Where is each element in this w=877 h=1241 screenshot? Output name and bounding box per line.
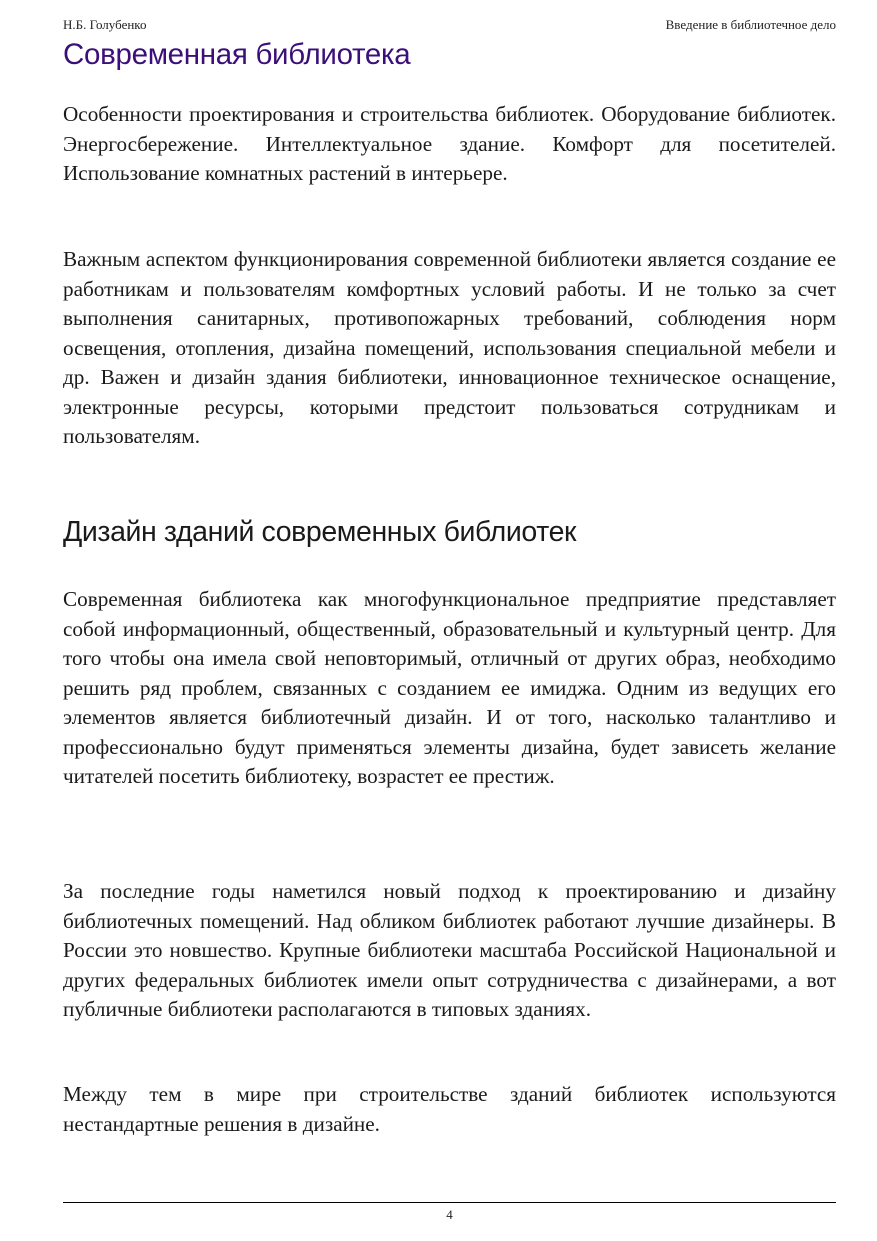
section-paragraph-1: Современная библиотека как многофункциональное предприятие представляет собой информационный, общественный, образовательный и культурный центр. Для того чтобы она имела свой неповторимый, отличный от других образ, необходимо решить ряд проблем, связанных с созданием ее имиджа. Одним из ведущих его элементов является библиотечный дизайн. И от того, насколько талантливо и профессионально будут применяться элементы дизайна, будет зависеть желание читателей посетить библиотеку, возрастет ее престиж. [63,587,836,788]
document-page [63,0,836,1241]
section-title: Дизайн зданий современных библиотек [63,516,577,548]
section-paragraph-2: За последние годы наметился новый подход к проектированию и дизайну библиотечных помещений. Над обликом библиотек работают лучшие дизайнеры. В России это новшество. Крупные библиотеки масштаба Российской Национальной и других федеральных библиотек имели опыт сотрудничества с дизайнерами, а вот публичные библиотеки располагаются в типовых зданиях. [63,879,836,1021]
header-book-title: Введение в библиотечное дело [665,17,836,32]
chapter-paragraph: Важным аспектом функционирования современной библиотеки является создание ее работникам и пользователям комфортных условий работы. И не только за счет выполнения санитарных, противопожарных требований, соблюдения норм освещения, отопления, дизайна помещений, использования специальной мебели и др. Важен и дизайн здания библиотеки, инновационное техническое оснащение, электронные ресурсы, которыми предстоит пользоваться сотрудникам и пользователям. [63,247,836,448]
running-header [63,17,836,33]
header-author: Н.Б. Голубенко [63,17,147,32]
page-number: 4 [446,1207,453,1222]
chapter-title: Современная библиотека [63,38,411,71]
footer-divider [63,1202,836,1203]
section-paragraph-3: Между тем в мире при строительстве зданий библиотек используются нестандартные решения в дизайне. [63,1082,836,1136]
chapter-intro: Особенности проектирования и строительства библиотек. Оборудование библиотек. Энергосбережение. Интеллектуальное здание. Комфорт для посетителей. Использование комнатных растений в интерьере. [63,102,836,185]
